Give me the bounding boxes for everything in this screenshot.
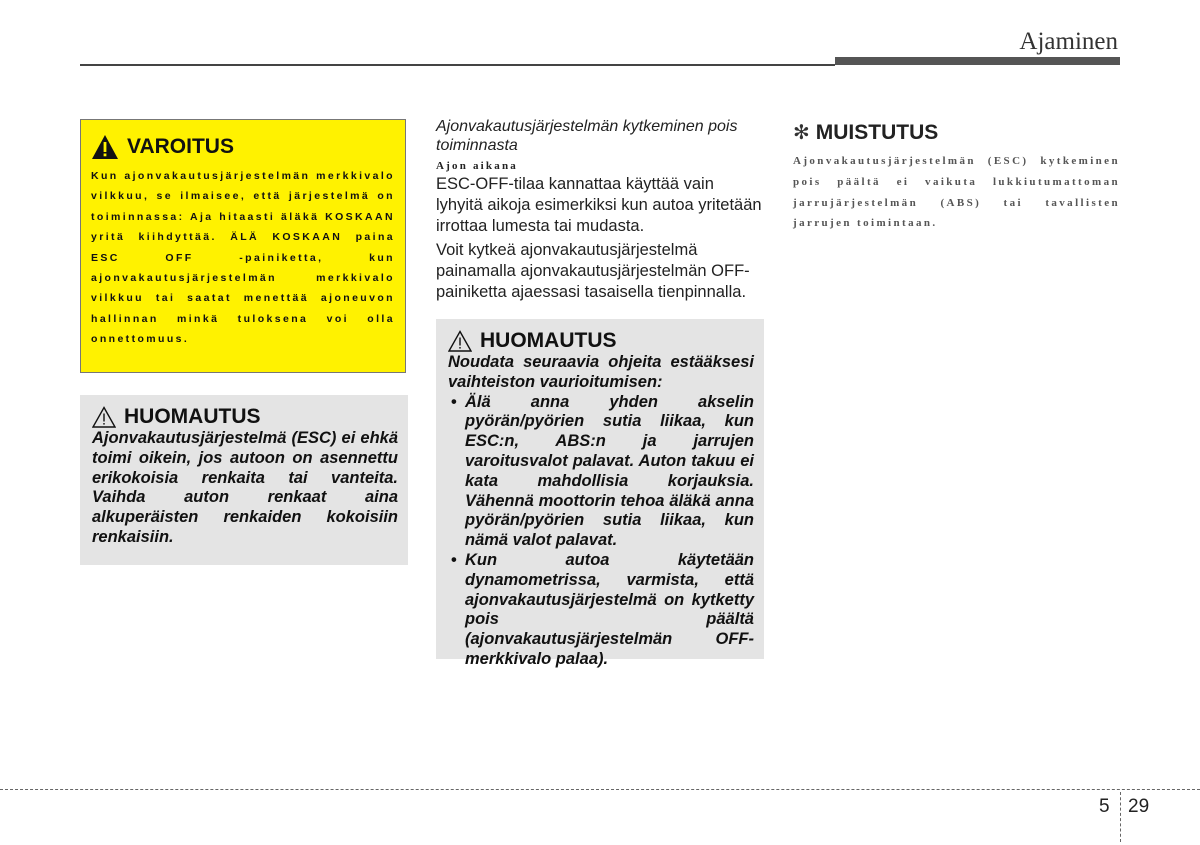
caution-title: HUOMAUTUS <box>480 329 617 352</box>
footer-divider <box>0 789 1200 790</box>
caution-triangle-icon <box>92 406 116 428</box>
asterisk-icon: ✻ <box>793 122 810 144</box>
page-number: 29 <box>1128 796 1150 817</box>
caution-triangle-icon <box>448 330 472 352</box>
note-header <box>793 120 1120 145</box>
warning-text: Kun ajonvakautusjärjestelmän merkkivalo vilkkuu, se ilmaisee, että järjestelmä on toiminnassa: Aja hitaasti äläkä KOSKAAN yritä kiihdyttää. ÄLÄ KOSKAAN paina ESC OFF -painiketta, kun ajonvakautusjärjestelmän merkkivalo vilkkuu tai saatat menettää ajoneuvon hallinnan minkä tuloksena voi olla onnettomuus. <box>91 170 395 346</box>
warning-triangle-icon <box>91 134 119 160</box>
note-text: Ajonvakautusjärjestelmän (ESC) kytkeminen pois päältä ei vaikuta lukkiutumattoman jarrujärjestelmän (ABS) tai tavallisten jarrujen toimintaan. <box>793 155 1120 230</box>
note-title: MUISTUTUS <box>815 120 939 144</box>
list-item: • Älä anna yhden akselin pyörän/pyörien sutia liikaa, kun ESC:n, ABS:n ja jarrujen varoitusvalot palavat. Auton takuu ei kata mahdollisia korjauksia. Vähennä moottorin tehoa äläkä anna pyörän/pyörien sutia liikaa, kun nämä valot palavat. <box>448 393 754 551</box>
caution-intro: Noudata seuraavia ohjeita estääksesi vaihteiston vaurioitumisen: <box>448 353 754 391</box>
note-column <box>793 120 1120 234</box>
subheading: Ajon aikana <box>436 160 518 172</box>
header-rule <box>80 64 835 66</box>
caution-box-right <box>436 319 764 668</box>
caution-title: HUOMAUTUS <box>124 405 261 428</box>
page-header-title: Ajaminen <box>1019 28 1118 55</box>
paragraph: Voit kytkeä ajonvakautusjärjestelmä painamalla ajonvakautusjärjestelmän OFF-painiketta ajaessasi tasaisella tienpinnalla. <box>436 241 750 301</box>
caution-list <box>448 393 754 670</box>
paragraph: ESC-OFF-tilaa kannattaa käyttää vain lyhyitä aikoja esimerkiksi kun autoa yritetään irrottaa lumesta tai mudasta. <box>436 175 762 235</box>
caution-header <box>448 329 754 353</box>
warning-box <box>80 119 406 373</box>
footer-vertical-divider <box>1120 792 1121 842</box>
list-item: • Kun autoa käytetään dynamometrissa, varmista, että ajonvakautusjärjestelmä on kytketty pois päältä (ajonvakautusjärjestelmän OFF-merkkivalo palaa). <box>448 551 754 670</box>
header-bar <box>835 57 1120 65</box>
middle-column <box>436 117 764 306</box>
warning-header <box>91 134 395 160</box>
caution-text: Ajonvakautusjärjestelmä (ESC) ei ehkä toimi oikein, jos autoon on asennettu erikokoisia renkaita tai vanteita. Vaihda auton renkaat aina alkuperäisten renkaiden kokoisiin renkaisiin. <box>92 429 398 546</box>
chapter-number: 5 <box>1099 796 1110 817</box>
caution-header <box>92 405 398 429</box>
caution-box-left <box>80 395 408 565</box>
section-title: Ajonvakautusjärjestelmän kytkeminen pois toiminnasta <box>436 118 738 154</box>
warning-title: VAROITUS <box>127 135 234 158</box>
